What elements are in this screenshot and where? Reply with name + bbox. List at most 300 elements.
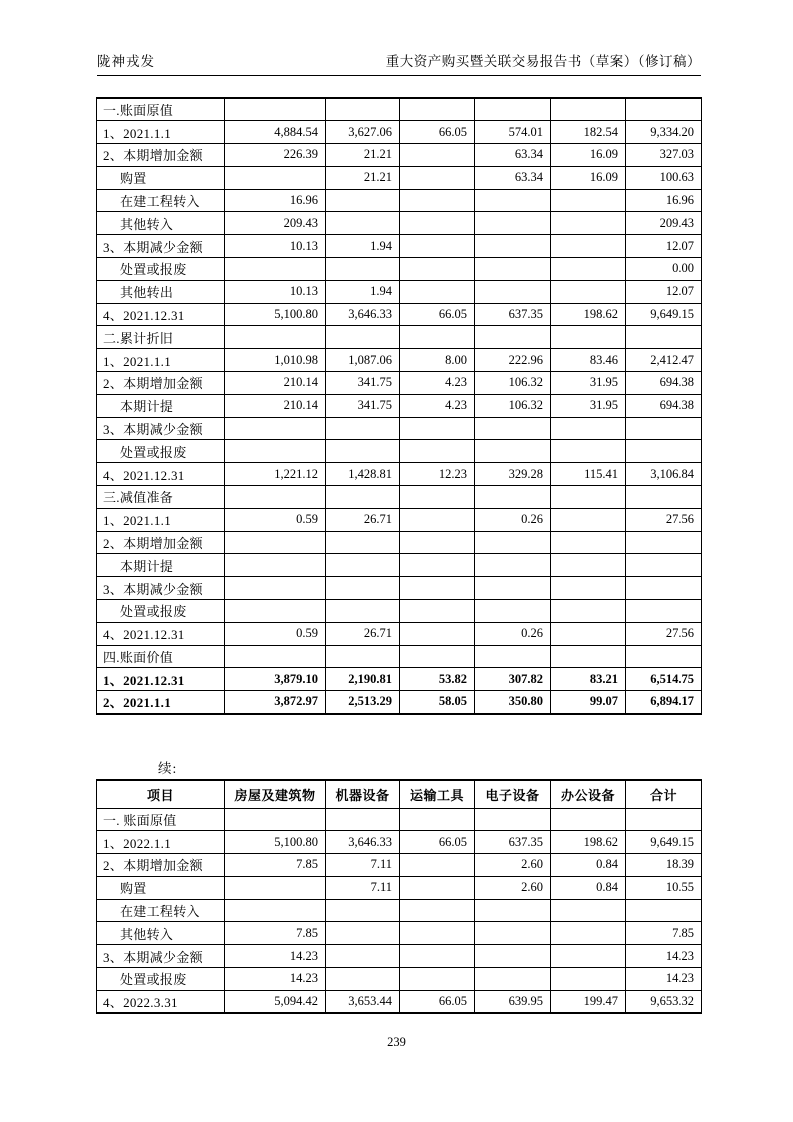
cell-value: 1,221.12	[225, 463, 326, 486]
table-row	[97, 831, 702, 854]
cell-value	[400, 968, 475, 991]
cell-value	[326, 577, 400, 600]
cell-value	[551, 645, 626, 668]
cell-value	[400, 899, 475, 922]
cell-value	[225, 258, 326, 281]
cell-value: 63.34	[475, 144, 551, 167]
table-row	[97, 808, 702, 831]
cell-value	[400, 508, 475, 531]
cell-value	[400, 554, 475, 577]
cell-value	[225, 577, 326, 600]
cell-value	[551, 622, 626, 645]
cell-value	[225, 98, 326, 121]
cell-value	[626, 808, 702, 831]
table-row	[97, 463, 702, 486]
cell-value	[551, 235, 626, 258]
row-label: 其他转出	[97, 280, 225, 303]
cell-value	[326, 258, 400, 281]
row-label: 在建工程转入	[97, 189, 225, 212]
table-row	[97, 577, 702, 600]
row-label: 一.账面原值	[97, 98, 225, 121]
table-row	[97, 486, 702, 509]
cell-value	[225, 808, 326, 831]
cell-value	[326, 922, 400, 945]
cell-value	[626, 531, 702, 554]
cell-value	[225, 531, 326, 554]
cell-value: 307.82	[475, 668, 551, 691]
cell-value: 639.95	[475, 990, 551, 1013]
cell-value: 66.05	[400, 831, 475, 854]
cell-value: 7.85	[225, 922, 326, 945]
cell-value	[475, 577, 551, 600]
cell-value: 574.01	[475, 121, 551, 144]
cell-value: 53.82	[400, 668, 475, 691]
cell-value: 198.62	[551, 303, 626, 326]
cell-value: 3,646.33	[326, 303, 400, 326]
cell-value	[400, 945, 475, 968]
cell-value	[400, 876, 475, 899]
cell-value: 3,653.44	[326, 990, 400, 1013]
cell-value	[326, 440, 400, 463]
cell-value: 21.21	[326, 166, 400, 189]
cell-value	[626, 417, 702, 440]
cell-value	[400, 280, 475, 303]
row-label: 2、本期增加金额	[97, 531, 225, 554]
cell-value: 31.95	[551, 372, 626, 395]
cell-value: 16.09	[551, 144, 626, 167]
cell-value: 2,513.29	[326, 691, 400, 714]
table-row	[97, 899, 702, 922]
cell-value: 9,653.32	[626, 990, 702, 1013]
cell-value: 7.85	[626, 922, 702, 945]
cell-value	[400, 212, 475, 235]
cell-value: 7.11	[326, 876, 400, 899]
cell-value: 2.60	[475, 854, 551, 877]
cell-value	[326, 98, 400, 121]
cell-value: 106.32	[475, 394, 551, 417]
row-label: 四.账面价值	[97, 645, 225, 668]
cell-value: 637.35	[475, 303, 551, 326]
cell-value: 21.21	[326, 144, 400, 167]
table-row	[97, 645, 702, 668]
cell-value: 327.03	[626, 144, 702, 167]
fixed-assets-table-2022	[96, 779, 702, 1014]
cell-value: 199.47	[551, 990, 626, 1013]
table-row	[97, 372, 702, 395]
fixed-assets-table-2021	[96, 97, 702, 715]
cell-value: 198.62	[551, 831, 626, 854]
row-label: 本期计提	[97, 554, 225, 577]
cell-value: 7.11	[326, 854, 400, 877]
table-row	[97, 166, 702, 189]
cell-value	[551, 326, 626, 349]
row-label: 本期计提	[97, 394, 225, 417]
cell-value	[400, 144, 475, 167]
cell-value	[626, 98, 702, 121]
column-header-buildings: 房屋及建筑物	[225, 780, 326, 808]
row-label: 2、本期增加金额	[97, 144, 225, 167]
cell-value: 1,087.06	[326, 349, 400, 372]
cell-value	[475, 212, 551, 235]
cell-value: 5,094.42	[225, 990, 326, 1013]
cell-value	[475, 235, 551, 258]
cell-value: 14.23	[626, 968, 702, 991]
cell-value	[551, 968, 626, 991]
cell-value	[400, 854, 475, 877]
cell-value	[225, 166, 326, 189]
cell-value	[626, 554, 702, 577]
cell-value	[326, 486, 400, 509]
cell-value: 16.96	[626, 189, 702, 212]
cell-value: 27.56	[626, 508, 702, 531]
cell-value: 16.96	[225, 189, 326, 212]
cell-value: 8.00	[400, 349, 475, 372]
cell-value: 106.32	[475, 372, 551, 395]
cell-value	[626, 486, 702, 509]
page-number: 239	[387, 1035, 406, 1049]
company-short-name: 陇神戎发	[97, 54, 155, 69]
cell-value	[326, 326, 400, 349]
cell-value	[626, 600, 702, 623]
cell-value: 182.54	[551, 121, 626, 144]
cell-value	[551, 531, 626, 554]
table-row	[97, 303, 702, 326]
cell-value	[551, 945, 626, 968]
cell-value	[551, 808, 626, 831]
cell-value	[326, 554, 400, 577]
cell-value: 0.00	[626, 258, 702, 281]
table-row	[97, 622, 702, 645]
cell-value	[551, 922, 626, 945]
cell-value	[400, 808, 475, 831]
cell-value: 27.56	[626, 622, 702, 645]
row-label: 4、2022.3.31	[97, 990, 225, 1013]
cell-value: 3,106.84	[626, 463, 702, 486]
cell-value: 9,334.20	[626, 121, 702, 144]
cell-value	[400, 922, 475, 945]
cell-value	[626, 899, 702, 922]
cell-value	[326, 808, 400, 831]
cell-value: 4,884.54	[225, 121, 326, 144]
row-label: 1、2022.1.1	[97, 831, 225, 854]
cell-value	[326, 968, 400, 991]
cell-value	[475, 600, 551, 623]
cell-value	[225, 440, 326, 463]
cell-value: 694.38	[626, 372, 702, 395]
cell-value	[475, 554, 551, 577]
cell-value	[475, 280, 551, 303]
column-header-machinery: 机器设备	[326, 780, 400, 808]
table-row	[97, 258, 702, 281]
cell-value: 12.07	[626, 280, 702, 303]
table-row	[97, 691, 702, 714]
cell-value	[326, 645, 400, 668]
cell-value	[225, 600, 326, 623]
cell-value: 9,649.15	[626, 303, 702, 326]
table-row	[97, 349, 702, 372]
table-body	[97, 808, 702, 1013]
cell-value	[400, 166, 475, 189]
cell-value	[475, 189, 551, 212]
cell-value: 210.14	[225, 372, 326, 395]
cell-value	[225, 486, 326, 509]
cell-value	[475, 531, 551, 554]
cell-value: 31.95	[551, 394, 626, 417]
cell-value	[475, 417, 551, 440]
cell-value: 0.26	[475, 622, 551, 645]
row-label: 3、本期减少金额	[97, 945, 225, 968]
cell-value	[551, 600, 626, 623]
table-row	[97, 508, 702, 531]
row-label: 三.减值准备	[97, 486, 225, 509]
cell-value: 0.59	[225, 508, 326, 531]
cell-value: 66.05	[400, 121, 475, 144]
cell-value: 2.60	[475, 876, 551, 899]
cell-value	[326, 531, 400, 554]
cell-value	[551, 554, 626, 577]
cell-value	[551, 189, 626, 212]
cell-value	[551, 508, 626, 531]
continuation-label: 续:	[158, 761, 178, 776]
cell-value: 115.41	[551, 463, 626, 486]
table-row	[97, 98, 702, 121]
cell-value: 83.46	[551, 349, 626, 372]
cell-value: 10.13	[225, 235, 326, 258]
row-label: 3、本期减少金额	[97, 577, 225, 600]
cell-value: 66.05	[400, 990, 475, 1013]
cell-value	[475, 440, 551, 463]
cell-value: 350.80	[475, 691, 551, 714]
cell-value	[400, 486, 475, 509]
cell-value: 9,649.15	[626, 831, 702, 854]
row-label: 3、本期减少金额	[97, 235, 225, 258]
row-label: 购置	[97, 166, 225, 189]
cell-value: 329.28	[475, 463, 551, 486]
table-row	[97, 876, 702, 899]
table-row	[97, 668, 702, 691]
row-label: 1、2021.12.31	[97, 668, 225, 691]
cell-value	[626, 577, 702, 600]
cell-value: 3,627.06	[326, 121, 400, 144]
cell-value	[551, 258, 626, 281]
table-row	[97, 189, 702, 212]
cell-value: 14.23	[626, 945, 702, 968]
cell-value: 12.07	[626, 235, 702, 258]
cell-value	[225, 876, 326, 899]
cell-value	[551, 440, 626, 463]
cell-value	[551, 417, 626, 440]
report-title: 重大资产购买暨关联交易报告书（草案）（修订稿）	[385, 54, 701, 69]
cell-value: 83.21	[551, 668, 626, 691]
table-row	[97, 990, 702, 1013]
row-label: 3、本期减少金额	[97, 417, 225, 440]
cell-value	[400, 326, 475, 349]
cell-value: 12.23	[400, 463, 475, 486]
cell-value: 0.84	[551, 876, 626, 899]
cell-value: 58.05	[400, 691, 475, 714]
row-label: 1、2021.1.1	[97, 508, 225, 531]
page-header	[97, 50, 701, 76]
cell-value	[551, 899, 626, 922]
cell-value: 26.71	[326, 622, 400, 645]
cell-value	[400, 645, 475, 668]
cell-value: 5,100.80	[225, 303, 326, 326]
cell-value: 694.38	[626, 394, 702, 417]
cell-value: 18.39	[626, 854, 702, 877]
row-label: 其他转入	[97, 212, 225, 235]
cell-value: 6,894.17	[626, 691, 702, 714]
cell-value: 0.59	[225, 622, 326, 645]
row-label: 处置或报废	[97, 258, 225, 281]
cell-value: 99.07	[551, 691, 626, 714]
table-row	[97, 968, 702, 991]
row-label: 处置或报废	[97, 968, 225, 991]
row-label: 4、2021.12.31	[97, 622, 225, 645]
row-label: 2、本期增加金额	[97, 372, 225, 395]
cell-value: 222.96	[475, 349, 551, 372]
cell-value	[225, 326, 326, 349]
cell-value	[400, 600, 475, 623]
table-row	[97, 417, 702, 440]
cell-value	[551, 486, 626, 509]
cell-value	[475, 645, 551, 668]
table-row	[97, 854, 702, 877]
cell-value: 2,412.47	[626, 349, 702, 372]
cell-value	[475, 945, 551, 968]
cell-value	[326, 212, 400, 235]
cell-value: 1.94	[326, 280, 400, 303]
cell-value	[475, 808, 551, 831]
cell-value	[225, 645, 326, 668]
cell-value: 10.55	[626, 876, 702, 899]
column-header-total: 合计	[626, 780, 702, 808]
cell-value: 14.23	[225, 945, 326, 968]
table-row	[97, 212, 702, 235]
cell-value	[551, 98, 626, 121]
table-row	[97, 394, 702, 417]
cell-value	[475, 326, 551, 349]
cell-value	[551, 212, 626, 235]
cell-value	[400, 98, 475, 121]
table-row	[97, 280, 702, 303]
cell-value: 4.23	[400, 372, 475, 395]
column-header-vehicles: 运输工具	[400, 780, 475, 808]
cell-value	[475, 486, 551, 509]
row-label: 处置或报废	[97, 440, 225, 463]
cell-value: 341.75	[326, 394, 400, 417]
table-row	[97, 326, 702, 349]
table-header-row	[97, 780, 702, 808]
cell-value: 26.71	[326, 508, 400, 531]
cell-value: 0.26	[475, 508, 551, 531]
column-header-office-equipment: 办公设备	[551, 780, 626, 808]
cell-value	[400, 235, 475, 258]
cell-value: 7.85	[225, 854, 326, 877]
column-header-electronics: 电子设备	[475, 780, 551, 808]
cell-value	[400, 417, 475, 440]
row-label: 处置或报废	[97, 600, 225, 623]
cell-value: 3,879.10	[225, 668, 326, 691]
table-row	[97, 554, 702, 577]
cell-value	[400, 622, 475, 645]
row-label: 在建工程转入	[97, 899, 225, 922]
row-label: 4、2021.12.31	[97, 303, 225, 326]
cell-value	[551, 577, 626, 600]
table-row	[97, 922, 702, 945]
cell-value	[626, 645, 702, 668]
cell-value	[326, 600, 400, 623]
cell-value: 210.14	[225, 394, 326, 417]
cell-value: 16.09	[551, 166, 626, 189]
cell-value	[475, 899, 551, 922]
cell-value: 10.13	[225, 280, 326, 303]
row-label: 购置	[97, 876, 225, 899]
cell-value: 6,514.75	[626, 668, 702, 691]
row-label: 4、2021.12.31	[97, 463, 225, 486]
row-label: 2、2021.1.1	[97, 691, 225, 714]
cell-value	[551, 280, 626, 303]
cell-value: 100.63	[626, 166, 702, 189]
cell-value	[326, 417, 400, 440]
row-label: 1、2021.1.1	[97, 121, 225, 144]
cell-value	[225, 554, 326, 577]
cell-value: 3,646.33	[326, 831, 400, 854]
table-row	[97, 121, 702, 144]
cell-value: 4.23	[400, 394, 475, 417]
cell-value	[400, 440, 475, 463]
table-row	[97, 235, 702, 258]
row-label: 一. 账面原值	[97, 808, 225, 831]
cell-value: 3,872.97	[225, 691, 326, 714]
table-row	[97, 144, 702, 167]
cell-value	[400, 577, 475, 600]
cell-value: 5,100.80	[225, 831, 326, 854]
cell-value	[475, 258, 551, 281]
cell-value	[400, 189, 475, 212]
cell-value	[400, 258, 475, 281]
cell-value: 2,190.81	[326, 668, 400, 691]
column-header-item: 项目	[97, 780, 225, 808]
cell-value: 1.94	[326, 235, 400, 258]
row-label: 二.累计折旧	[97, 326, 225, 349]
row-label: 2、本期增加金额	[97, 854, 225, 877]
cell-value: 209.43	[225, 212, 326, 235]
cell-value	[475, 98, 551, 121]
cell-value: 1,428.81	[326, 463, 400, 486]
cell-value	[225, 417, 326, 440]
cell-value	[326, 945, 400, 968]
row-label: 其他转入	[97, 922, 225, 945]
cell-value	[475, 968, 551, 991]
cell-value: 0.84	[551, 854, 626, 877]
cell-value	[475, 922, 551, 945]
table-row	[97, 531, 702, 554]
cell-value: 1,010.98	[225, 349, 326, 372]
table-row	[97, 600, 702, 623]
table-body	[97, 98, 702, 714]
row-label: 1、2021.1.1	[97, 349, 225, 372]
cell-value: 226.39	[225, 144, 326, 167]
cell-value	[626, 440, 702, 463]
cell-value: 637.35	[475, 831, 551, 854]
table-row	[97, 440, 702, 463]
cell-value: 341.75	[326, 372, 400, 395]
cell-value: 63.34	[475, 166, 551, 189]
cell-value	[225, 899, 326, 922]
cell-value: 209.43	[626, 212, 702, 235]
cell-value	[400, 531, 475, 554]
cell-value: 14.23	[225, 968, 326, 991]
